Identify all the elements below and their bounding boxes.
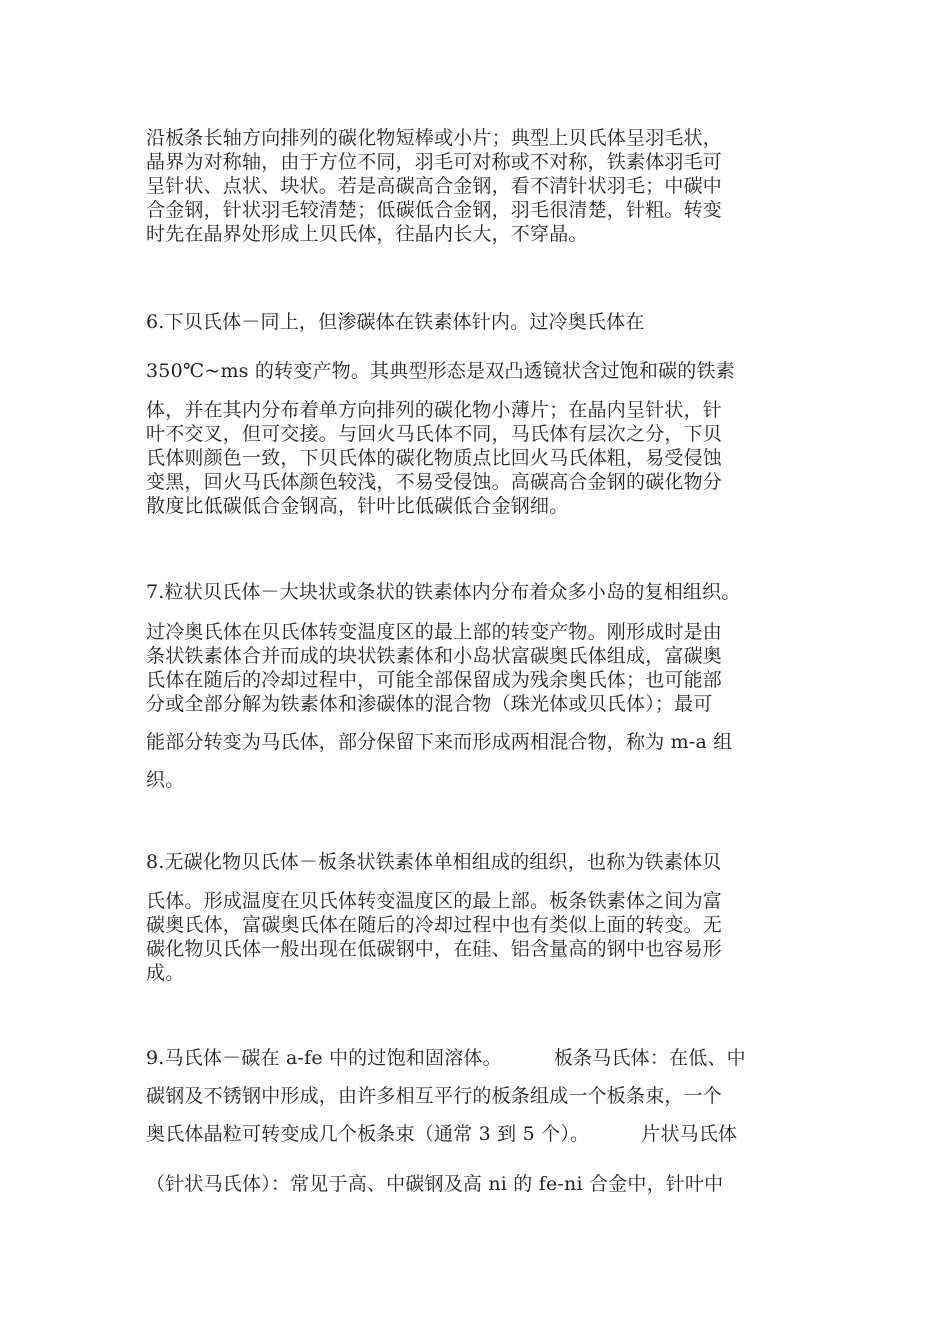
section-9-title: 9.马氏体－碳在 a-fe 中的过饱和固溶体。 <box>146 1047 502 1069</box>
paragraph-line: 沿板条长轴方向排列的碳化物短棒或小片；典型上贝氏体呈羽毛状， <box>146 127 723 149</box>
section-heading-6: 6.下贝氏体－同上，但渗碳体在铁素体针内。过冷奥氏体在 <box>146 311 645 333</box>
paragraph-line: 体，并在其内分布着单方向排列的碳化物小薄片；在晶内呈针状，针 <box>146 399 723 421</box>
paragraph-line: 晶界为对称轴，由于方位不同，羽毛可对称或不对称，铁素体羽毛可 <box>146 151 723 173</box>
paragraph-text: 奥氏体晶粒可转变成几个板条束（通常 3 到 5 个）。 <box>146 1123 590 1145</box>
paragraph-line: 能部分转变为马氏体，部分保留下来而形成两相混合物，称为 m-a 组 <box>146 731 733 753</box>
section-heading-9 <box>146 1046 746 1070</box>
section-heading-7: 7.粒状贝氏体－大块状或条状的铁素体内分布着众多小岛的复相组织。 <box>146 581 741 603</box>
section-9-subhead: 板条马氏体：在低、中 <box>553 1047 746 1069</box>
paragraph-line: 成。 <box>146 962 185 984</box>
paragraph-line: 条状铁素体合并而成的块状铁素体和小岛状富碳奥氏体组成，富碳奥 <box>146 645 723 667</box>
paragraph-line: 织。 <box>146 769 185 791</box>
section-heading-8: 8.无碳化物贝氏体－板条状铁素体单相组成的组织，也称为铁素体贝 <box>146 851 722 873</box>
paragraph-line: 叶不交叉，但可交接。与回火马氏体不同，马氏体有层次之分，下贝 <box>146 423 723 445</box>
paragraph-line: 碳钢及不锈钢中形成，由许多相互平行的板条组成一个板条束，一个 <box>146 1085 723 1107</box>
paragraph-line: 碳化物贝氏体一般出现在低碳钢中，在硅、铝含量高的钢中也容易形 <box>146 938 723 960</box>
paragraph-subhead: 片状马氏体 <box>641 1123 738 1145</box>
paragraph-line <box>146 1122 737 1146</box>
paragraph-line: （针状马氏体）：常见于高、中碳钢及高 ni 的 fe-ni 合金中，针叶中 <box>146 1173 724 1195</box>
paragraph-line: 分或全部分解为铁素体和渗碳体的混合物（珠光体或贝氏体）；最可 <box>146 693 713 715</box>
paragraph-line: 350℃~ms 的转变产物。其典型形态是双凸透镜状含过饱和碳的铁素 <box>146 360 735 382</box>
paragraph-line: 过冷奥氏体在贝氏体转变温度区的最上部的转变产物。刚形成时是由 <box>146 621 723 643</box>
paragraph-line: 碳奥氏体，富碳奥氏体在随后的冷却过程中也有类似上面的转变。无 <box>146 914 723 936</box>
paragraph-line: 氏体则颜色一致，下贝氏体的碳化物质点比回火马氏体粗，易受侵蚀 <box>146 447 723 469</box>
paragraph-line: 时先在晶界处形成上贝氏体，往晶内长大，不穿晶。 <box>146 223 588 245</box>
paragraph-line: 散度比低碳低合金钢高，针叶比低碳低合金钢细。 <box>146 495 569 517</box>
paragraph-line: 氏体在随后的冷却过程中，可能全部保留成为残余奥氏体；也可能部 <box>146 669 723 691</box>
paragraph-line: 呈针状、点状、块状。若是高碳高合金钢，看不清针状羽毛；中碳中 <box>146 175 723 197</box>
paragraph-line: 氏体。形成温度在贝氏体转变温度区的最上部。板条铁素体之间为富 <box>146 890 723 912</box>
paragraph-line: 变黑，回火马氏体颜色较浅，不易受侵蚀。高碳高合金钢的碳化物分 <box>146 471 723 493</box>
paragraph-line: 合金钢，针状羽毛较清楚；低碳低合金钢，羽毛很清楚，针粗。转变 <box>146 199 723 221</box>
